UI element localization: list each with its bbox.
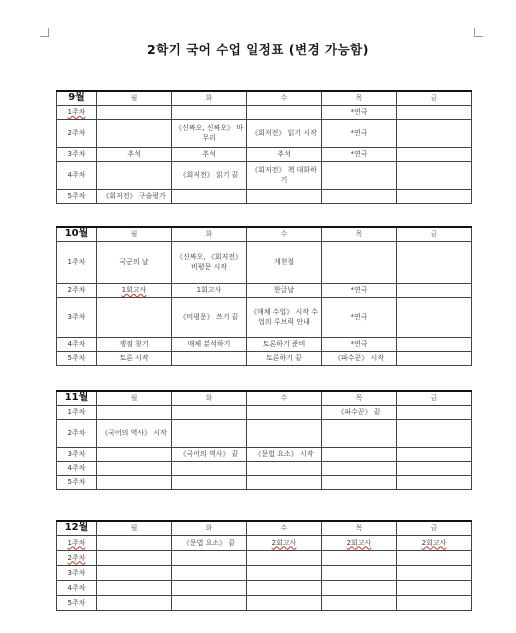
schedule-cell [247,405,322,419]
week-label: 2주차 [57,550,97,565]
table-row [57,105,472,119]
week-label: 3주차 [57,447,97,461]
schedule-cell: 토론하기 끝 [247,351,322,365]
schedule-cell [397,565,472,580]
day-header-fri: 금 [397,91,472,105]
schedule-cell [397,337,472,351]
schedule-cell [97,105,172,119]
month-label: 9월 [57,91,97,105]
table-row [57,241,472,283]
day-header-tue: 화 [172,227,247,241]
schedule-cell [322,447,397,461]
day-header-tue: 화 [172,391,247,405]
schedule-table-december [56,520,472,611]
week-label: 1주차 [57,241,97,283]
schedule-cell: *연극 [322,147,397,161]
schedule-cell: 《문법 요소》 시작 [247,447,322,461]
schedule-cell [97,580,172,595]
schedule-cell [172,105,247,119]
schedule-cell: 《회저전》 책 대화하기 [247,161,322,189]
schedule-cell: 《비평문》 쓰기 끝 [172,297,247,337]
day-header-mon: 월 [97,391,172,405]
schedule-cell [397,351,472,365]
table-row [57,161,472,189]
schedule-cell: 토론 시작 [97,351,172,365]
schedule-cell: 《신짜오, 신짜오》 마무리 [172,119,247,147]
schedule-cell [322,580,397,595]
schedule-cell [322,419,397,447]
day-header-fri: 금 [397,521,472,535]
schedule-cell: 추석 [172,147,247,161]
schedule-cell [172,550,247,565]
week-label: 5주차 [57,595,97,610]
week-label: 1주차 [57,535,97,550]
schedule-cell [397,461,472,475]
schedule-table-october [56,226,472,366]
schedule-cell: 《문법 요소》 끝 [172,535,247,550]
schedule-cell [397,189,472,203]
schedule-cell [97,565,172,580]
schedule-cell [397,580,472,595]
table-row [57,461,472,475]
day-header-wed: 수 [247,521,322,535]
schedule-cell: 국군의 날 [97,241,172,283]
schedule-cell: 《회저전》 구술평가 [97,189,172,203]
day-header-tue: 화 [172,91,247,105]
month-label: 10월 [57,227,97,241]
schedule-cell [397,595,472,610]
schedule-cell [97,447,172,461]
month-label: 12월 [57,521,97,535]
day-header-fri: 금 [397,391,472,405]
schedule-cell [97,297,172,337]
schedule-cell [322,595,397,610]
schedule-cell: 2회고사 [397,535,472,550]
table-row [57,580,472,595]
table-row [57,550,472,565]
schedule-cell [97,405,172,419]
week-label: 4주차 [57,580,97,595]
schedule-cell [322,475,397,489]
table-row [57,535,472,550]
schedule-cell: 《파수꾼》 시작 [322,351,397,365]
week-label: 3주차 [57,297,97,337]
schedule-cell [322,161,397,189]
schedule-cell: 《파수꾼》 끝 [322,405,397,419]
schedule-cell [397,119,472,147]
week-label: 4주차 [57,461,97,475]
day-header-fri: 금 [397,227,472,241]
schedule-cell: 한글날 [247,283,322,297]
schedule-cell [397,405,472,419]
table-row [57,475,472,489]
schedule-cell [97,475,172,489]
schedule-cell: *연극 [322,119,397,147]
schedule-cell [322,189,397,203]
schedule-cell [397,241,472,283]
schedule-cell: 《국어의 역사》 시작 [97,419,172,447]
table-row [57,147,472,161]
schedule-cell [397,105,472,119]
table-row [57,565,472,580]
schedule-cell [172,461,247,475]
schedule-cell [172,565,247,580]
day-header-mon: 월 [97,227,172,241]
week-label: 5주차 [57,189,97,203]
schedule-cell [97,550,172,565]
schedule-cell [397,550,472,565]
schedule-cell: 매체 분석하기 [172,337,247,351]
schedule-cell [247,419,322,447]
table-row [57,419,472,447]
week-label: 1주차 [57,105,97,119]
month-label: 11월 [57,391,97,405]
schedule-cell [172,595,247,610]
schedule-cell [97,595,172,610]
schedule-cell [247,550,322,565]
schedule-cell [322,565,397,580]
week-label: 2주차 [57,119,97,147]
table-row [57,337,472,351]
week-label: 4주차 [57,337,97,351]
table-row [57,189,472,203]
table-row [57,297,472,337]
schedule-cell [172,475,247,489]
schedule-cell [397,419,472,447]
schedule-cell [322,241,397,283]
day-header-mon: 월 [97,521,172,535]
schedule-cell [172,405,247,419]
schedule-cell [97,119,172,147]
schedule-cell: 《매체 수업》 시작 수업의 루브릭 안내 [247,297,322,337]
table-row [57,405,472,419]
schedule-cell [397,475,472,489]
page-corner-mark [40,28,49,37]
schedule-cell [247,475,322,489]
schedule-cell: 토론하기 준비 [247,337,322,351]
week-label: 5주차 [57,351,97,365]
week-label: 3주차 [57,565,97,580]
week-label: 1주차 [57,405,97,419]
schedule-cell: 《회저전》 읽기 시작 [247,119,322,147]
day-header-thu: 목 [322,521,397,535]
schedule-cell [247,580,322,595]
schedule-cell: 《신짜오, 《회저전》 비평문 시작 [172,241,247,283]
schedule-cell: 쟁점 찾기 [97,337,172,351]
schedule-cell: 《회저전》 읽기 끝 [172,161,247,189]
schedule-cell [97,461,172,475]
schedule-cell [172,189,247,203]
table-row [57,595,472,610]
day-header-thu: 목 [322,391,397,405]
schedule-cell [97,161,172,189]
schedule-cell [322,461,397,475]
week-label: 5주차 [57,475,97,489]
schedule-cell [247,595,322,610]
week-label: 2주차 [57,283,97,297]
schedule-cell: *연극 [322,337,397,351]
page-corner-mark [474,28,483,37]
schedule-cell [172,351,247,365]
schedule-cell: *연극 [322,105,397,119]
schedule-cell [322,550,397,565]
table-row [57,447,472,461]
schedule-table-september [56,90,472,204]
schedule-cell [172,419,247,447]
table-row [57,351,472,365]
day-header-wed: 수 [247,91,322,105]
schedule-cell: 2회고사 [322,535,397,550]
schedule-cell [172,580,247,595]
schedule-cell: 1회고사 [172,283,247,297]
schedule-cell [397,147,472,161]
schedule-cell [247,461,322,475]
schedule-cell [397,161,472,189]
week-label: 2주차 [57,419,97,447]
schedule-cell [247,105,322,119]
schedule-cell: 1회고사 [97,283,172,297]
schedule-cell: *연극 [322,283,397,297]
day-header-wed: 수 [247,227,322,241]
schedule-cell [97,535,172,550]
day-header-thu: 목 [322,227,397,241]
schedule-cell: 2회고사 [247,535,322,550]
day-header-mon: 월 [97,91,172,105]
schedule-cell: 《국어의 역사》 끝 [172,447,247,461]
schedule-cell [247,565,322,580]
day-header-thu: 목 [322,91,397,105]
schedule-cell: 추석 [247,147,322,161]
schedule-cell: *연극 [322,297,397,337]
schedule-cell [397,297,472,337]
table-row [57,283,472,297]
schedule-cell [397,447,472,461]
schedule-table-november [56,390,472,490]
document-title: 2학기 국어 수업 일정표 (변경 가능함) [147,42,369,57]
schedule-cell [247,189,322,203]
day-header-tue: 화 [172,521,247,535]
table-row [57,119,472,147]
schedule-cell: 개천절 [247,241,322,283]
schedule-cell [397,283,472,297]
day-header-wed: 수 [247,391,322,405]
week-label: 3주차 [57,147,97,161]
schedule-cell: 추석 [97,147,172,161]
week-label: 4주차 [57,161,97,189]
